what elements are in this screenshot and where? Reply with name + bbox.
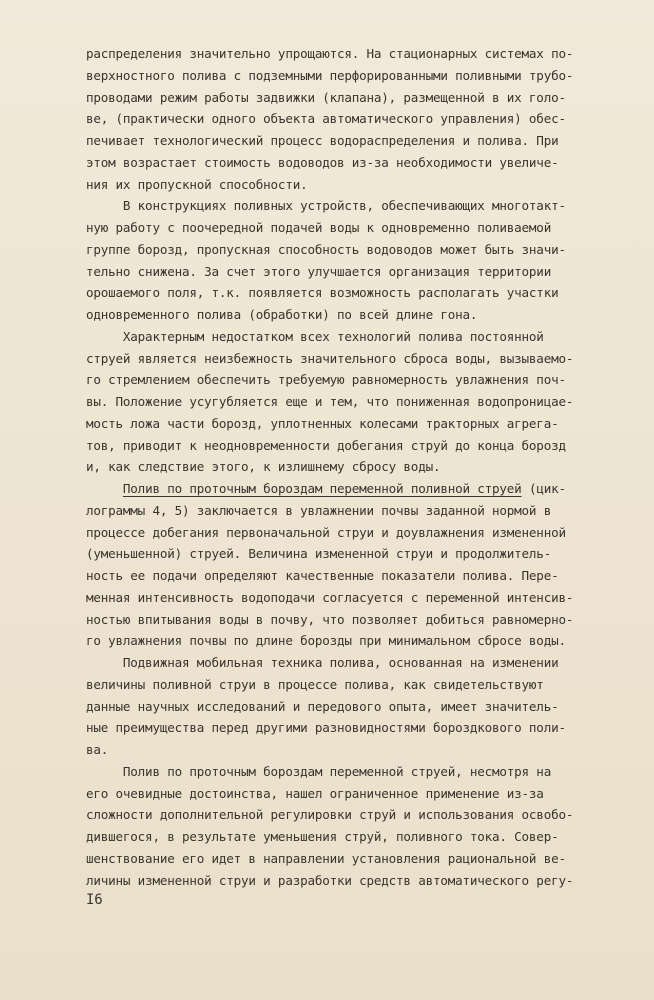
text-line: Характерным недостатком всех технологий полива постоянной: [86, 328, 544, 344]
text-line: вы. Положение усугубляется еще и тем, что пониженная водопроницае-: [86, 394, 574, 409]
text-line: ва.: [86, 742, 109, 757]
text-line: личины измененной струи и разработки средств автоматического регу-: [86, 872, 574, 888]
text-line: распределения значительно упрощаются. На стационарных системах по-: [86, 46, 574, 61]
text-line: В конструкциях поливных устройств, обеспечивающих многотакт-: [86, 198, 566, 214]
text-line: лограммы 4, 5) заключается в увлажнении почвы заданной нормой в: [86, 502, 552, 518]
text-line: менная интенсивность водоподачи согласуется с переменной интенсив-: [86, 589, 574, 605]
text-line: ния их пропускной способности.: [86, 176, 308, 192]
text-line: ность ее подачи определяют качественные показатели полива. Пере-: [86, 568, 559, 583]
underlined-phrase-container: [86, 481, 566, 496]
text-line: сложности дополнительной регулировки струй и использования освобо-: [86, 807, 574, 823]
text-line: печивает технологический процесс водораспределения и полива. При: [86, 133, 559, 148]
page-number: I6: [86, 892, 103, 908]
text-line: тельно снижена. За счет этого улучшается организация территории: [86, 263, 552, 279]
text-line: этом возрастает стоимость водоводов из-за необходимости увеличе-: [86, 154, 559, 170]
text-line: ве, (практически одного объекта автоматического управления) обес-: [86, 111, 566, 127]
text-line: величины поливной струи в процессе полива, как свидетельствуют: [86, 676, 544, 692]
text-line: проводами режим работы задвижки (клапана), размещенной в их голо-: [86, 89, 566, 105]
text-line: го стремлением обеспечить требуемую равномерность увлажнения поч-: [86, 372, 566, 388]
text-line: орошаемого поля, т.к. появляется возможность располагать участки: [86, 285, 559, 301]
underlined-phrase: Полив по проточным бороздам переменной поливной струей: [122, 481, 522, 496]
text-line: ностью впитывания воды в почву, что позволяет добиться равномерно-: [86, 611, 574, 627]
text-line-with-underline: [86, 481, 566, 497]
text-line: Подвижная мобильная техника полива, основанная на изменении: [86, 655, 559, 670]
text-line: группе борозд, пропускная способность водоводов может быть значи-: [86, 241, 566, 257]
text-line: одновременного полива (обработки) по всей длине гона.: [86, 307, 478, 322]
text-line: шенствование его идет в направлении установления рациональной ве-: [86, 850, 566, 866]
text-line: тов, приводит к неодновременности добегания струй до конца борозд: [86, 437, 566, 453]
line-prefix: [86, 481, 123, 496]
text-line: данные научных исследований и передового опыта, имеет значитель-: [86, 698, 559, 714]
line-suffix: (цик-: [521, 481, 566, 496]
text-line: процессе добегания первоначальной струи и доувлажнения измененной: [86, 524, 566, 540]
text-line: его очевидные достоинства, нашел ограниченное применение из-за: [86, 785, 544, 801]
text-line: верхностного полива с подземными перфорированными поливными трубо-: [86, 67, 574, 83]
text-line: (уменьшенной) струей. Величина измененной струи и продолжитель-: [86, 546, 552, 562]
text-line: го увлажнения почвы по длине борозды при минимальном сбросе воды.: [86, 633, 566, 649]
text-line: дившегося, в результате уменьшения струй, поливного тока. Совер-: [86, 829, 559, 844]
text-line: Полив по проточным бороздам переменной струей, несмотря на: [86, 763, 552, 779]
text-line: струей является неизбежность значительного сброса воды, вызываемо-: [86, 350, 574, 366]
text-line: ные преимущества перед другими разновидностями бороздкового поли-: [86, 720, 566, 736]
text-line: ную работу с поочередной подачей воды к одновременно поливаемой: [86, 220, 552, 235]
text-line: мость ложа части борозд, уплотненных колесами тракторных агрега-: [86, 415, 559, 431]
text-line: и, как следствие этого, к излишнему сбросу воды.: [86, 459, 441, 475]
